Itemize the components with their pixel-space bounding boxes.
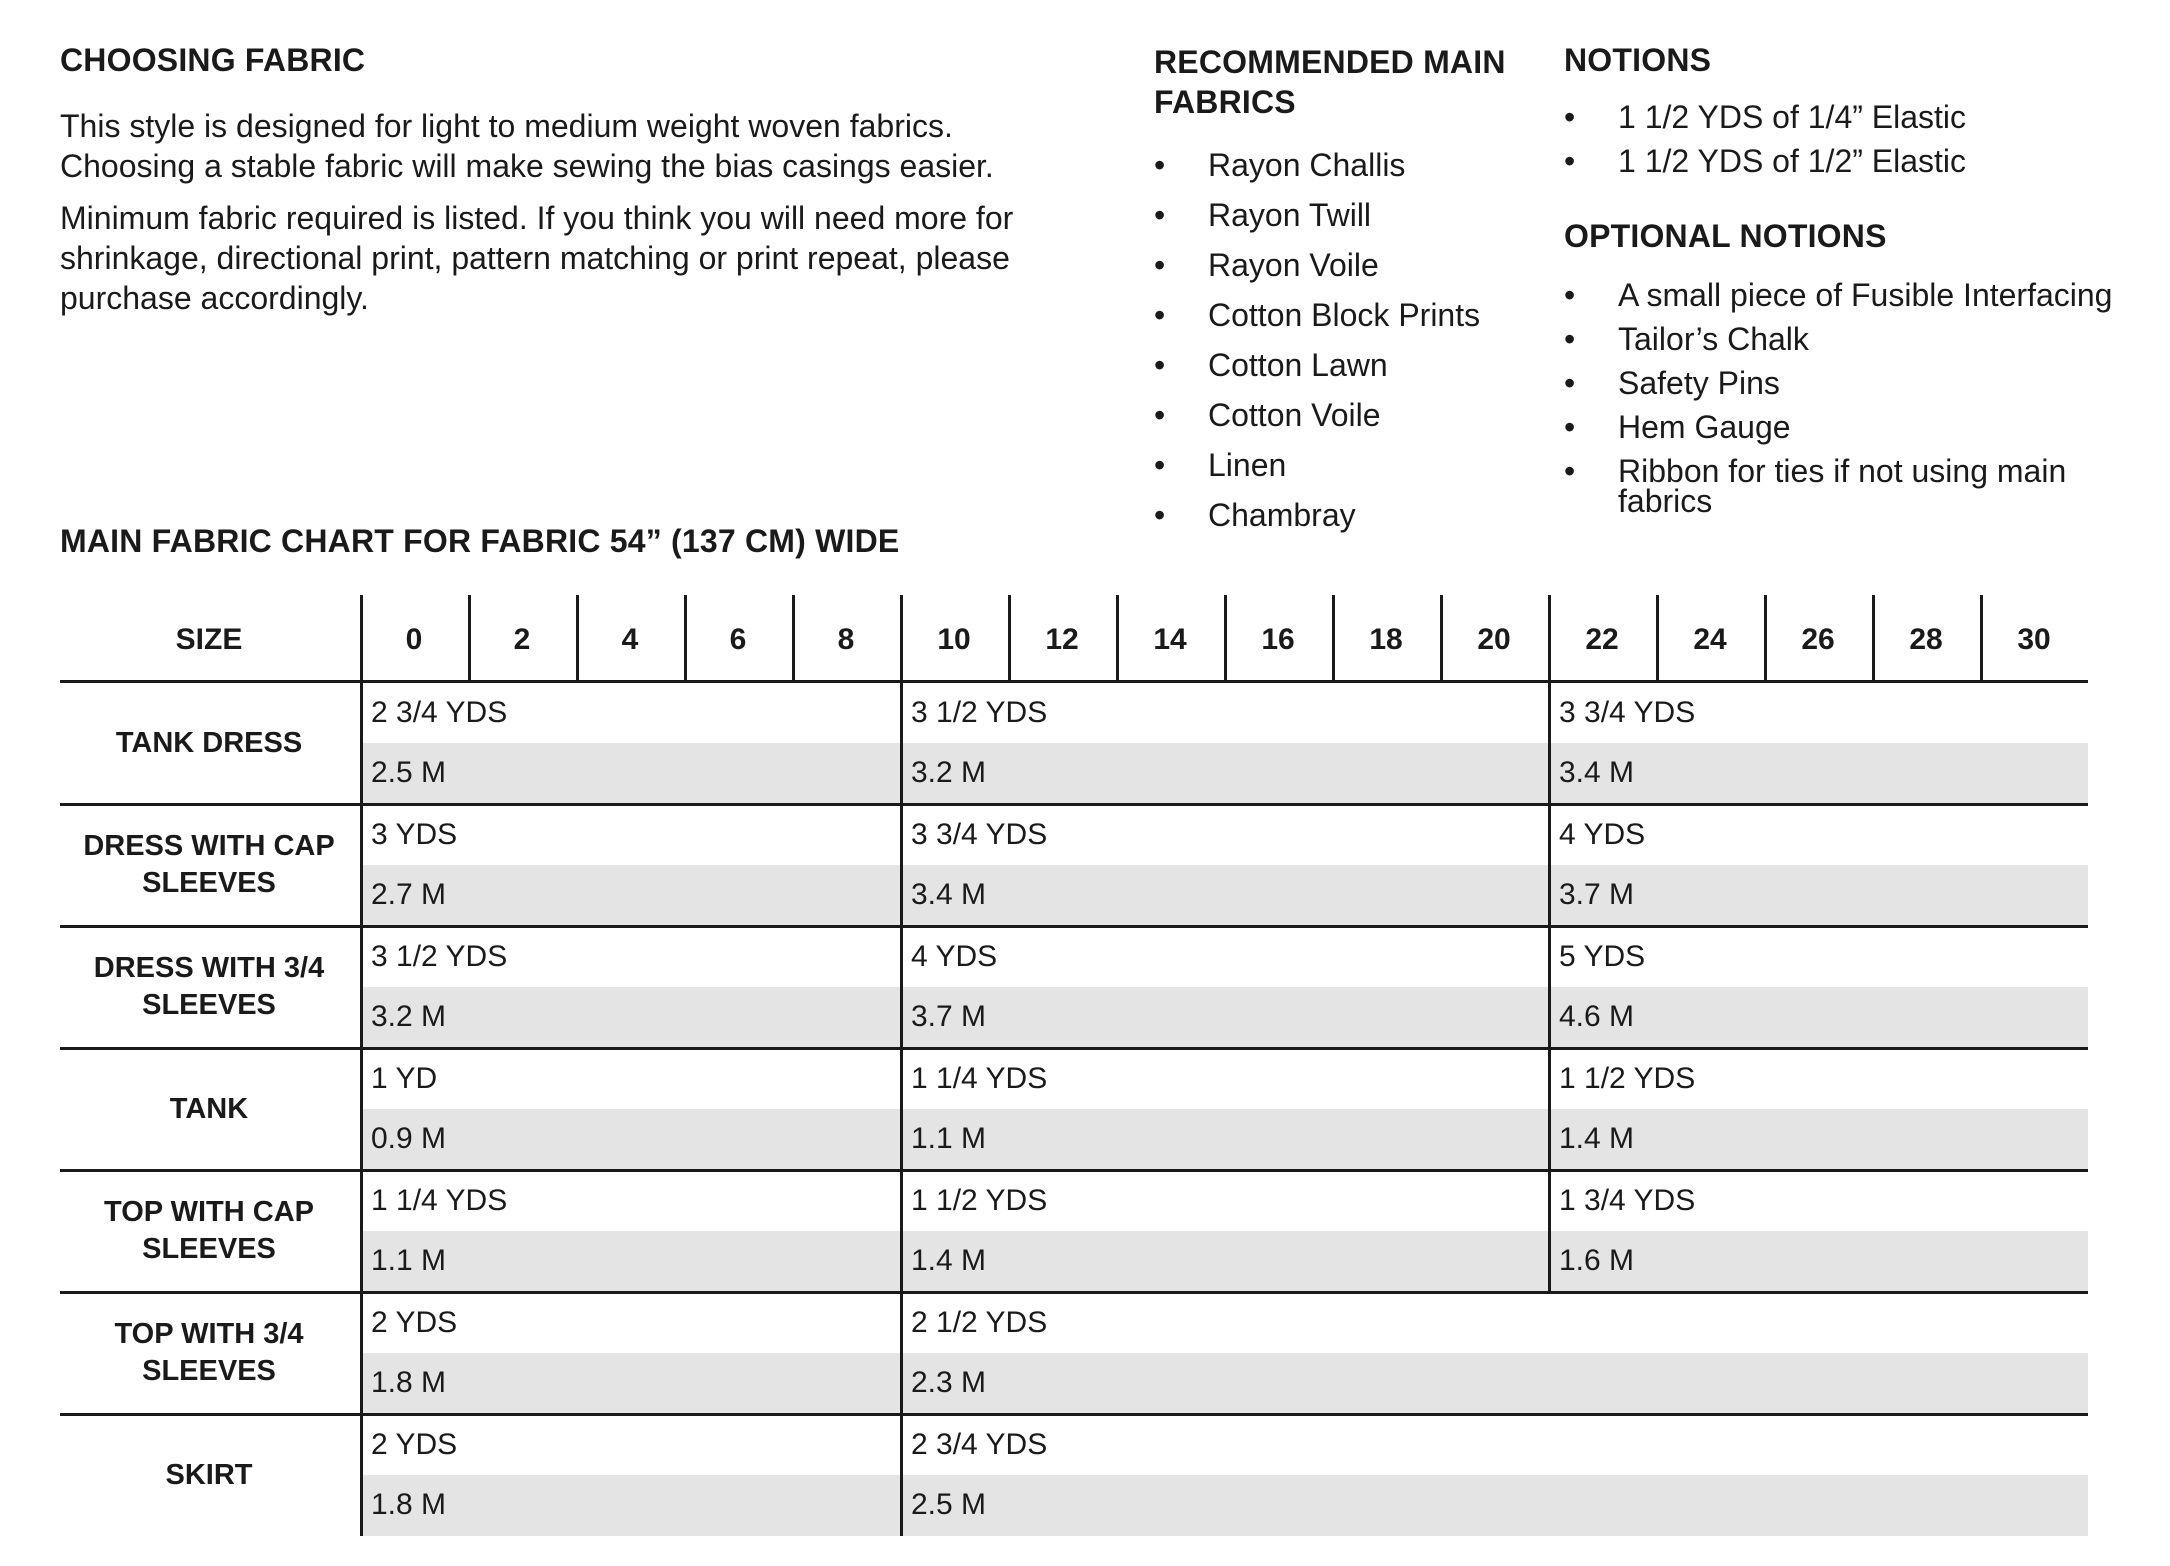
- size-header: SIZE: [175, 623, 243, 656]
- row-rule: [60, 803, 2088, 806]
- notion-item: • 1 1/2 YDS of 1/2” Elastic: [1564, 146, 2154, 176]
- yardage-value: 5 YDS: [1559, 940, 1646, 973]
- metre-value: 1.1 M: [371, 1244, 447, 1277]
- yardage-value: 2 YDS: [371, 1306, 458, 1339]
- column-divider: [1980, 595, 1983, 680]
- group-divider: [900, 682, 903, 804]
- size-header-cell: 24: [1693, 623, 1727, 656]
- metre-row-shading: [360, 1353, 2088, 1414]
- column-divider: [1872, 595, 1875, 680]
- row-rule: [60, 1413, 2088, 1416]
- metre-value: 1.4 M: [1559, 1122, 1635, 1155]
- yardage-value: 4 YDS: [911, 940, 998, 973]
- row-rule: [60, 1047, 2088, 1050]
- metre-value: 1.8 M: [371, 1366, 447, 1399]
- choosing-fabric-heading: CHOOSING FABRIC: [60, 42, 366, 78]
- size-header-cell: 14: [1153, 623, 1187, 656]
- row-divider: [360, 926, 363, 1048]
- column-divider: [576, 595, 579, 680]
- yardage-value: 2 YDS: [371, 1428, 458, 1461]
- header-rule: [60, 680, 2088, 683]
- column-divider: [1656, 595, 1659, 680]
- notion-item: • 1 1/2 YDS of 1/4” Elastic: [1564, 102, 2154, 132]
- size-header-cell: 8: [837, 623, 855, 656]
- metre-row-shading: [360, 1109, 2088, 1170]
- recommended-fabric-item: • Cotton Lawn: [1154, 340, 1544, 390]
- metre-value: 1.1 M: [911, 1122, 987, 1155]
- yardage-value: 4 YDS: [1559, 818, 1646, 851]
- group-divider: [900, 1048, 903, 1170]
- row-divider: [360, 1048, 363, 1170]
- metre-value: 3.7 M: [1559, 878, 1635, 911]
- yardage-value: 3 3/4 YDS: [911, 818, 1048, 851]
- group-divider: [1548, 682, 1551, 804]
- garment-label: DRESS WITH 3/4 SLEEVES: [93, 952, 325, 1021]
- yardage-value: 1 YD: [371, 1062, 438, 1095]
- recommended-fabrics-heading: RECOMMENDED MAIN FABRICS: [1154, 44, 1506, 120]
- recommended-fabric-item: • Cotton Voile: [1154, 390, 1544, 440]
- optional-notion-item: • Tailor’s Chalk: [1564, 324, 2164, 354]
- column-divider: [900, 595, 903, 680]
- column-divider: [1008, 595, 1011, 680]
- recommended-fabric-item: • Cotton Block Prints: [1154, 290, 1544, 340]
- garment-label: TANK: [169, 1092, 249, 1125]
- row-rule: [60, 1169, 2088, 1172]
- yardage-value: 1 1/2 YDS: [1559, 1062, 1696, 1095]
- metre-row-shading: [360, 987, 2088, 1048]
- size-header-cell: 4: [621, 623, 639, 656]
- column-divider: [1332, 595, 1335, 680]
- group-divider: [1548, 1048, 1551, 1170]
- size-header-cell: 2: [513, 623, 531, 656]
- column-divider: [1224, 595, 1227, 680]
- yardage-value: 2 3/4 YDS: [371, 696, 508, 729]
- group-divider: [900, 926, 903, 1048]
- choosing-fabric-paragraph-1: This style is designed for light to medium weight woven fabrics. Choosing a stable fabric will make sewing the bias casings easier.: [60, 108, 994, 184]
- metre-value: 0.9 M: [371, 1122, 447, 1155]
- size-header-cell: 30: [2017, 623, 2051, 656]
- recommended-fabric-item: • Rayon Voile: [1154, 240, 1544, 290]
- yardage-value: 2 3/4 YDS: [911, 1428, 1048, 1461]
- metre-value: 3.2 M: [911, 756, 987, 789]
- row-rule: [60, 925, 2088, 928]
- size-header-cell: 18: [1369, 623, 1403, 656]
- size-header-cell: 16: [1261, 623, 1295, 656]
- notions-heading: NOTIONS: [1564, 42, 1712, 78]
- garment-label: TOP WITH CAP SLEEVES: [104, 1196, 314, 1265]
- optional-notion-item: • Hem Gauge: [1564, 412, 2164, 442]
- yardage-value: 2 1/2 YDS: [911, 1306, 1048, 1339]
- metre-value: 1.4 M: [911, 1244, 987, 1277]
- row-rule: [60, 1291, 2088, 1294]
- optional-notion-item: • A small piece of Fusible Interfacing: [1564, 280, 2164, 310]
- column-divider: [1440, 595, 1443, 680]
- recommended-fabric-item: • Rayon Twill: [1154, 190, 1544, 240]
- column-divider: [360, 595, 363, 680]
- metre-value: 2.3 M: [911, 1366, 987, 1399]
- row-divider: [360, 1292, 363, 1414]
- optional-notion-item: • Safety Pins: [1564, 368, 2164, 398]
- column-divider: [792, 595, 795, 680]
- metre-row-shading: [360, 865, 2088, 926]
- choosing-fabric-paragraph-2: Minimum fabric required is listed. If you think you will need more for shrinkage, directional print, pattern matching or print repeat, please purchase accordingly.: [60, 200, 1014, 316]
- size-header-cell: 12: [1045, 623, 1079, 656]
- size-header-cell: 22: [1585, 623, 1619, 656]
- metre-row-shading: [360, 743, 2088, 804]
- metre-row-shading: [360, 1231, 2088, 1292]
- column-divider: [468, 595, 471, 680]
- metre-value: 1.8 M: [371, 1488, 447, 1521]
- yardage-value: 3 1/2 YDS: [911, 696, 1048, 729]
- size-header-cell: 26: [1801, 623, 1835, 656]
- row-divider: [360, 804, 363, 926]
- size-header-cell: 28: [1909, 623, 1943, 656]
- size-header-cell: 0: [405, 623, 423, 656]
- yardage-value: 3 YDS: [371, 818, 458, 851]
- group-divider: [900, 804, 903, 926]
- fabric-chart-title: MAIN FABRIC CHART FOR FABRIC 54” (137 CM) WIDE: [60, 523, 900, 559]
- metre-value: 2.5 M: [911, 1488, 987, 1521]
- optional-notions-heading: OPTIONAL NOTIONS: [1564, 218, 1887, 254]
- garment-label: TOP WITH 3/4 SLEEVES: [114, 1318, 304, 1387]
- recommended-fabric-item: • Linen: [1154, 440, 1544, 490]
- yardage-value: 3 1/2 YDS: [371, 940, 508, 973]
- group-divider: [1548, 926, 1551, 1048]
- optional-notion-item: • Ribbon for ties if not using main fabrics: [1564, 456, 2164, 516]
- yardage-value: 1 1/4 YDS: [371, 1184, 508, 1217]
- column-divider: [1116, 595, 1119, 680]
- yardage-value: 1 1/4 YDS: [911, 1062, 1048, 1095]
- group-divider: [900, 1292, 903, 1414]
- garment-label: DRESS WITH CAP SLEEVES: [83, 830, 335, 899]
- metre-value: 2.5 M: [371, 756, 447, 789]
- group-divider: [900, 1170, 903, 1292]
- row-divider: [360, 1414, 363, 1536]
- metre-value: 3.4 M: [1559, 756, 1635, 789]
- garment-label: SKIRT: [165, 1458, 253, 1491]
- recommended-fabric-item: • Rayon Challis: [1154, 140, 1544, 190]
- metre-row-shading: [360, 1475, 2088, 1536]
- yardage-value: 3 3/4 YDS: [1559, 696, 1696, 729]
- group-divider: [1548, 804, 1551, 926]
- column-divider: [1548, 595, 1551, 680]
- garment-label: TANK DRESS: [115, 726, 303, 759]
- metre-value: 3.4 M: [911, 878, 987, 911]
- yardage-value: 1 3/4 YDS: [1559, 1184, 1696, 1217]
- column-divider: [684, 595, 687, 680]
- size-header-cell: 10: [937, 623, 971, 656]
- metre-value: 4.6 M: [1559, 1000, 1635, 1033]
- metre-value: 3.2 M: [371, 1000, 447, 1033]
- yardage-value: 1 1/2 YDS: [911, 1184, 1048, 1217]
- group-divider: [1548, 1170, 1551, 1292]
- recommended-fabric-item: • Chambray: [1154, 490, 1544, 540]
- metre-value: 1.6 M: [1559, 1244, 1635, 1277]
- row-divider: [360, 682, 363, 804]
- metre-value: 2.7 M: [371, 878, 447, 911]
- size-header-cell: 6: [729, 623, 747, 656]
- size-header-cell: 20: [1477, 623, 1511, 656]
- row-divider: [360, 1170, 363, 1292]
- column-divider: [1764, 595, 1767, 680]
- group-divider: [900, 1414, 903, 1536]
- metre-value: 3.7 M: [911, 1000, 987, 1033]
